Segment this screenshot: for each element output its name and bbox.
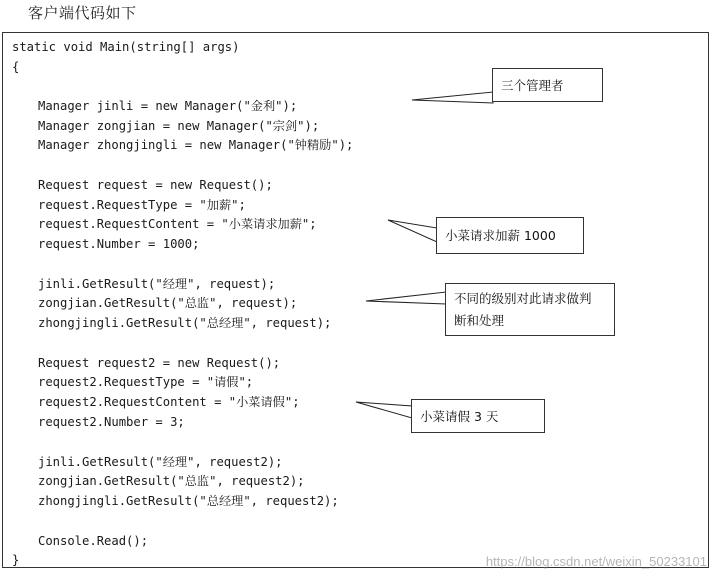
pointer-managers [412, 92, 493, 103]
callout-raise [436, 217, 584, 254]
code-line-zhongjingli-getresult2: zhongjingli.GetResult("总经理", request2); [38, 494, 339, 508]
callout-leave-text: 小菜请假 3 天 [420, 409, 499, 424]
pointer-raise [388, 220, 437, 242]
pointer-leave [356, 402, 412, 418]
page-heading: 客户端代码如下 [28, 4, 137, 22]
code-line-manager-zhongjingli: Manager zhongjingli = new Manager("钟精励"); [38, 138, 354, 152]
code-line-jinli-getresult: jinli.GetResult("经理", request); [38, 277, 276, 291]
callout-levels-line2: 断和处理 [454, 313, 505, 328]
code-line-console-read: Console.Read(); [38, 534, 149, 548]
code-line-signature: static void Main(string[] args) [12, 40, 240, 54]
code-line-request-new: Request request = new Request(); [38, 178, 273, 192]
callout-raise-text: 小菜请求加薪 1000 [445, 228, 556, 243]
pointer-levels [366, 292, 446, 304]
code-line-zongjian-getresult: zongjian.GetResult("总监", request); [38, 296, 298, 310]
callout-levels [445, 283, 615, 336]
code-line-request2-content: request2.RequestContent = "小菜请假"; [38, 395, 300, 409]
code-line-jinli-getresult2: jinli.GetResult("经理", request2); [38, 455, 283, 469]
code-line-request-type: request.RequestType = "加薪"; [38, 198, 246, 212]
callout-levels-line1: 不同的级别对此请求做判 [454, 291, 592, 306]
code-line-close-brace: } [12, 553, 20, 567]
code-line-request-number: request.Number = 1000; [38, 237, 200, 251]
callout-leave [411, 399, 545, 433]
code-line-open-brace: { [12, 60, 20, 74]
code-line-request2-number: request2.Number = 3; [38, 415, 185, 429]
code-line-request2-new: Request request2 = new Request(); [38, 356, 281, 370]
code-line-zhongjingli-getresult: zhongjingli.GetResult("总经理", request); [38, 316, 332, 330]
code-line-request2-type: request2.RequestType = "请假"; [38, 375, 254, 389]
code-line-manager-jinli: Manager jinli = new Manager("金利"); [38, 99, 298, 113]
callout-managers-text: 三个管理者 [501, 78, 564, 93]
watermark-text: https://blog.csdn.net/weixin_50233101 [485, 554, 707, 569]
callout-managers [492, 68, 603, 102]
code-line-manager-zongjian: Manager zongjian = new Manager("宗剑"); [38, 119, 320, 133]
code-line-request-content: request.RequestContent = "小菜请求加薪"; [38, 217, 317, 231]
code-line-zongjian-getresult2: zongjian.GetResult("总监", request2); [38, 474, 305, 488]
